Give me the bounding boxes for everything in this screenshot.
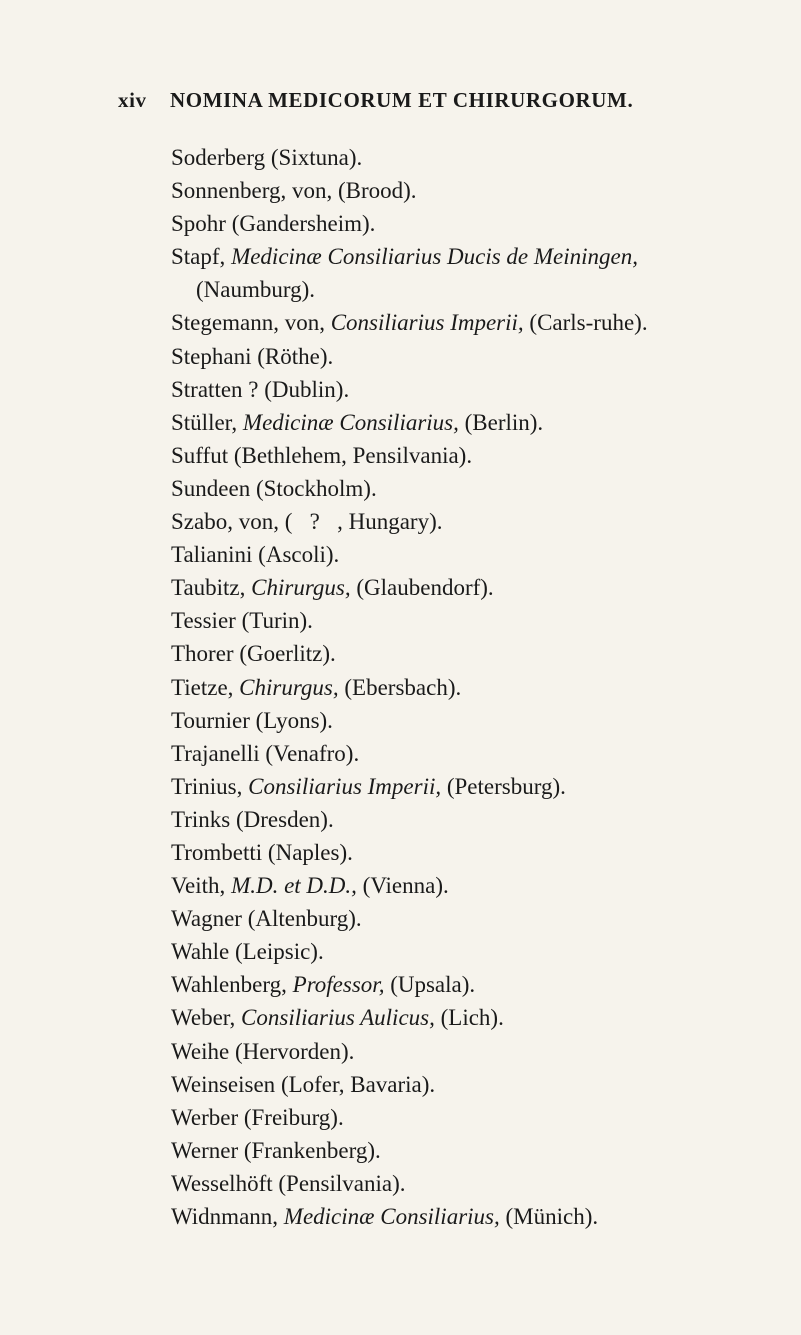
name-list <box>171 141 771 1233</box>
entry-name: Trinius, <box>171 773 243 799</box>
entry-place: (Lyons). <box>255 707 333 733</box>
entry-name: Soderberg <box>171 145 266 170</box>
entry-name: Suffut <box>171 442 229 468</box>
list-item <box>171 1167 771 1200</box>
entry-title: Medicinæ Consiliarius, <box>283 1204 500 1229</box>
list-item <box>171 240 771 306</box>
entry-title: Medicinæ Consiliarius, <box>242 409 459 435</box>
entry-place: (Goerlitz). <box>239 641 336 667</box>
entry-place: (Münich). <box>505 1204 599 1229</box>
list-item <box>171 174 771 207</box>
list-item <box>171 1068 771 1101</box>
list-item <box>171 671 771 704</box>
list-item <box>171 439 771 472</box>
entry-place: (Freiburg). <box>243 1104 344 1130</box>
entry-place: (Leipsic). <box>234 939 324 965</box>
entry-place: (Sixtuna). <box>270 145 363 170</box>
list-item <box>171 1001 771 1034</box>
entry-place: (Carls-ruhe). <box>529 310 648 336</box>
list-item <box>171 306 771 339</box>
entry-title: Chirurgus, <box>251 575 351 601</box>
list-item <box>171 1035 771 1068</box>
list-item <box>171 935 771 968</box>
entry-place: (Pensilvania). <box>278 1170 406 1196</box>
running-header <box>118 88 633 113</box>
list-item <box>171 373 771 406</box>
list-item <box>171 340 771 373</box>
list-item <box>171 141 771 174</box>
entry-place: (Berlin). <box>464 409 544 435</box>
page-title: NOMINA MEDICORUM ET CHIRURGORUM. <box>170 88 634 112</box>
entry-name: Tessier <box>171 608 236 634</box>
entry-place: (Brood). <box>337 178 417 204</box>
list-item <box>171 538 771 571</box>
entry-place: (Ebersbach). <box>344 674 462 700</box>
entry-name: Stephani <box>171 343 252 369</box>
entry-name: Weber, <box>171 1005 236 1031</box>
entry-place: (Petersburg). <box>446 773 566 799</box>
entry-title: Consiliarius Imperii, <box>330 310 524 336</box>
entry-title: Consiliarius Aulicus, <box>241 1005 435 1031</box>
entry-name: Trinks <box>171 806 231 832</box>
page-number: xiv <box>118 88 147 112</box>
entry-name: Tietze, <box>171 674 234 700</box>
entry-place: ( ? , Hungary). <box>284 509 443 535</box>
list-item <box>171 472 771 505</box>
entry-place: (Ascoli). <box>258 542 340 568</box>
entry-name: Wagner <box>171 906 242 932</box>
list-item <box>171 836 771 869</box>
list-item <box>171 737 771 770</box>
list-item <box>171 1101 771 1134</box>
list-item <box>171 704 771 737</box>
list-item <box>171 869 771 902</box>
list-item <box>171 968 771 1001</box>
entry-place: (Frankenberg). <box>243 1137 381 1163</box>
entry-place: (Bethlehem, Pensilvania). <box>233 442 473 468</box>
entry-name: Stegemann, von, <box>171 310 325 336</box>
entry-place: (Venafro). <box>265 740 360 766</box>
entry-place: (Dublin). <box>264 376 350 402</box>
entry-name: Tournier <box>171 707 250 733</box>
entry-name: Taubitz, <box>171 575 246 601</box>
entry-place: (Altenburg). <box>247 906 362 932</box>
entry-title: M.D. et D.D., <box>231 873 357 899</box>
list-item <box>171 505 771 538</box>
entry-title: Professor, <box>292 972 385 998</box>
list-item <box>171 770 771 803</box>
list-item <box>171 406 771 439</box>
list-item <box>171 207 771 240</box>
entry-name: Stratten ? <box>171 376 259 402</box>
entry-place: (Gandersheim). <box>231 211 376 237</box>
entry-name: Szabo, von, <box>171 509 279 535</box>
entry-name: Veith, <box>171 873 226 899</box>
entry-place: (Lich). <box>440 1005 504 1031</box>
entry-title: Medicinæ Consiliarius Ducis de Meiningen, <box>231 244 638 270</box>
entry-place: (Turin). <box>241 608 313 634</box>
list-item <box>171 637 771 670</box>
entry-name: Widnmann, <box>171 1204 279 1229</box>
entry-name: Wahle <box>171 939 230 965</box>
entry-place: (Vienna). <box>362 873 449 899</box>
list-item <box>171 902 771 935</box>
entry-place: (Naples). <box>267 839 353 865</box>
list-item <box>171 571 771 604</box>
entry-name: Werner <box>171 1137 239 1163</box>
entry-place: (Upsala). <box>390 972 476 998</box>
entry-name: Stapf, <box>171 244 226 270</box>
list-item <box>171 1200 771 1233</box>
entry-name: Weinseisen <box>171 1071 276 1097</box>
entry-name: Werber <box>171 1104 239 1130</box>
entry-name: Sonnenberg, von, <box>171 178 333 204</box>
entry-place: (Stockholm). <box>255 475 377 501</box>
entry-name: Trajanelli <box>171 740 260 766</box>
entry-place: (Glaubendorf). <box>356 575 494 601</box>
entry-place: (Naumburg). <box>196 277 316 303</box>
entry-name: Talianini <box>171 542 253 568</box>
list-item <box>171 803 771 836</box>
entry-place: (Dresden). <box>236 806 334 832</box>
entry-title: Chirurgus, <box>239 674 339 700</box>
entry-name: Thorer <box>171 641 234 667</box>
entry-place: (Röthe). <box>257 343 334 369</box>
entry-name: Wahlenberg, <box>171 972 287 998</box>
entry-name: Weihe <box>171 1038 230 1064</box>
entry-name: Sundeen <box>171 475 251 501</box>
list-item <box>171 1134 771 1167</box>
entry-name: Spohr <box>171 211 226 237</box>
entry-title: Consiliarius Imperii, <box>248 773 442 799</box>
entry-name: Trombetti <box>171 839 263 865</box>
entry-name: Wesselhöft <box>171 1170 273 1196</box>
list-item <box>171 604 771 637</box>
entry-place: (Lofer, Bavaria). <box>280 1071 436 1097</box>
entry-name: Stüller, <box>171 409 238 435</box>
entry-place: (Hervorden). <box>234 1038 355 1064</box>
